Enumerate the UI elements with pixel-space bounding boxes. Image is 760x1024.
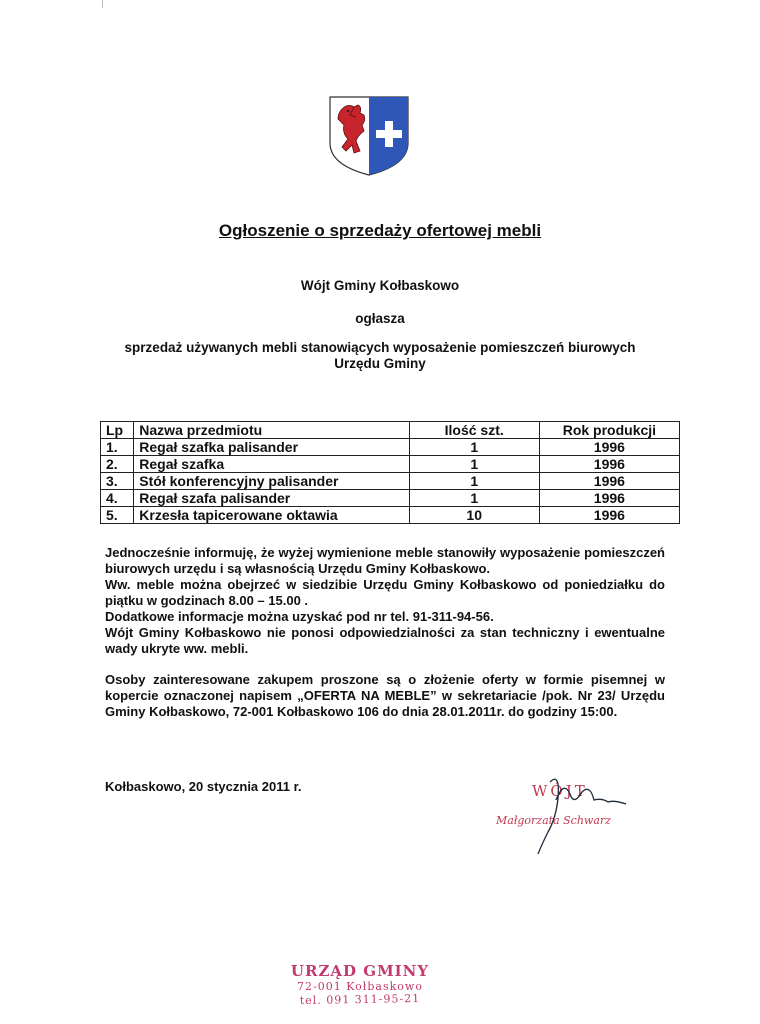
cell-qty: 10 — [409, 507, 539, 524]
cell-lp: 4. — [101, 490, 134, 507]
cell-lp: 1. — [101, 439, 134, 456]
cell-year: 1996 — [539, 490, 679, 507]
cell-qty: 1 — [409, 490, 539, 507]
cell-year: 1996 — [539, 507, 679, 524]
place-date: Kołbaskowo, 20 stycznia 2011 r. — [105, 779, 302, 794]
offer-block — [105, 672, 665, 720]
cell-lp: 3. — [101, 473, 134, 490]
table-row — [101, 507, 680, 524]
items-table — [100, 421, 680, 524]
subject-line-2: Urzędu Gminy — [334, 356, 426, 371]
cell-name: Regał szafa palisander — [134, 490, 409, 507]
cell-lp: 2. — [101, 456, 134, 473]
table-row — [101, 490, 680, 507]
stamp-line-1: URZĄD GMINY — [290, 962, 430, 980]
cell-name: Regał szafka — [134, 456, 409, 473]
issuer: Wójt Gminy Kołbaskowo — [300, 278, 460, 293]
offer-paragraph: Osoby zainteresowane zakupem proszone są o złożenie oferty w formie pisemnej w kopercie oznaczonej napisem „OFERTA NA MEBLE” w sekretariacie /pok. Nr 23/ Urzędu Gminy Kołbaskowo, 72-001 Kołbaskowo 106 do dnia 28.01.2011r. do godziny 15:00. — [105, 672, 665, 719]
stamp-line-3: tel. 091 311-95-21 — [299, 991, 421, 1008]
cell-qty: 1 — [409, 456, 539, 473]
scan-artifact — [102, 0, 103, 8]
header-qty: Ilość szt. — [409, 422, 539, 439]
office-stamp — [0, 962, 720, 1006]
signature-name: Małgorzata Schwarz — [496, 814, 611, 827]
signature-stamp — [490, 770, 660, 860]
subject-line-1: sprzedaż używanych mebli stanowiących wyposażenie pomieszczeń biurowych — [124, 340, 636, 355]
table-row — [101, 473, 680, 490]
stamp-line-2: 72-001 Kołbaskowo — [297, 980, 423, 993]
info-paragraph-1: Jednocześnie informuję, że wyżej wymienione meble stanowiły wyposażenie pomieszczeń biurowych urzędu i są własnością Urzędu Gminy Kołbaskowo. — [105, 545, 665, 576]
header-name: Nazwa przedmiotu — [134, 422, 409, 439]
cell-name: Krzesła tapicerowane oktawia — [134, 507, 409, 524]
cell-year: 1996 — [539, 439, 679, 456]
cell-name: Stół konferencyjny palisander — [134, 473, 409, 490]
cell-qty: 1 — [409, 473, 539, 490]
info-paragraph-3: Dodatkowe informacje można uzyskać pod nr tel. 91-311-94-56. — [105, 609, 494, 624]
page-title: Ogłoszenie o sprzedaży ofertowej mebli — [218, 221, 542, 240]
info-paragraph-4: Wójt Gminy Kołbaskowo nie ponosi odpowiedzialności za stan techniczny i ewentualne wady ukryte ww. mebli. — [105, 625, 665, 656]
cell-qty: 1 — [409, 439, 539, 456]
table-row — [101, 456, 680, 473]
cell-name: Regał szafka palisander — [134, 439, 409, 456]
header-lp: Lp — [101, 422, 134, 439]
cell-lp: 5. — [101, 507, 134, 524]
signature-title: WÓJT — [532, 782, 588, 800]
header-year: Rok produkcji — [539, 422, 679, 439]
coat-of-arms-icon — [328, 95, 410, 177]
announces: ogłasza — [355, 311, 405, 326]
table-row — [101, 439, 680, 456]
cell-year: 1996 — [539, 456, 679, 473]
cell-year: 1996 — [539, 473, 679, 490]
table-header-row — [101, 422, 680, 439]
info-block — [105, 545, 665, 657]
info-paragraph-2: Ww. meble można obejrzeć w siedzibie Urzędu Gminy Kołbaskowo od poniedziałku do piątku w godzinach 8.00 – 15.00 . — [105, 577, 665, 608]
